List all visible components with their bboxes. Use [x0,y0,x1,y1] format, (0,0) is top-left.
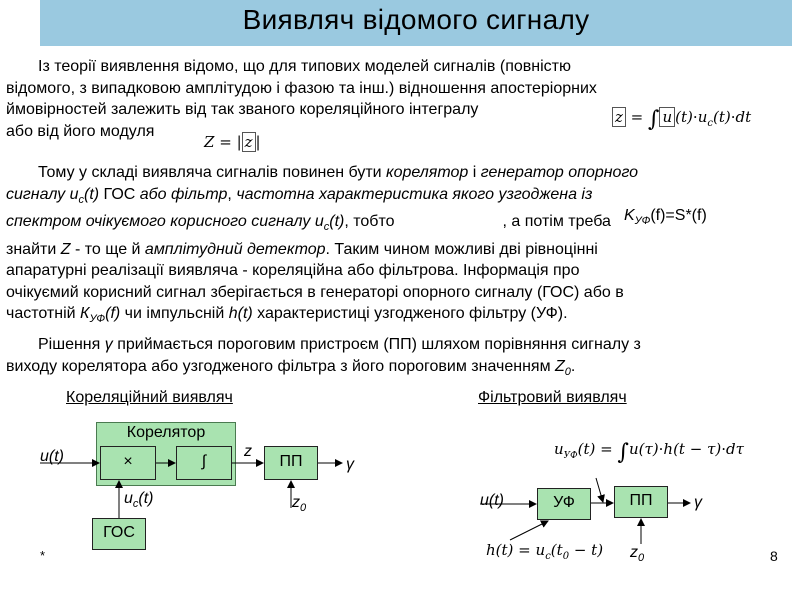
p2-text: , тобто [344,213,395,231]
p2-correlator: корелятор [386,164,469,181]
filter-output-formula: $u_{УФ}(t) = \int u(\tau)\cdot h(t - \tau)\cdot d\tau$ [554,440,744,465]
p2-sub: c [78,193,84,206]
thr-sub: 0 [300,502,307,515]
p2-sub: c [323,221,330,234]
integrator-label: ∫ [201,453,207,470]
p2-text: характеристиці узгодженого фільтру (УФ). [252,305,568,323]
filter-detector-heading: Фільтровий виявляч [478,389,627,406]
p2-signal-t: (t) [329,213,345,231]
ref-sub: c [132,498,139,511]
p2-signal: сигналу u [6,185,79,203]
correlation-integral-formula: z = ∫ u $(t)\cdot u_c(t)\cdot dt$ [612,107,751,132]
correlation-detector-heading: Кореляційний виявляч [66,389,233,406]
matched-filter-label: УФ [553,494,575,511]
p3-text: . [570,357,576,375]
p2-text: чи імпульсній [120,305,229,323]
p2-freq-char: частотна характеристика якого узгоджена із [236,185,593,203]
p2-text: Тому у складі виявляча сигналів повинен бути [38,164,387,181]
p2-signal-t: (t) [84,185,100,203]
corr-gamma-label: γ [346,456,354,473]
p2-line6: очікуємий корисний сигнал зберігається в генераторі опорного сигналу (ГОС) або в [6,283,624,301]
corr-output-label: z [244,443,252,460]
p2-text: і [468,164,481,181]
kuf-sub: УФ [634,215,651,228]
fthr-sub: 0 [638,552,645,565]
impulse-response-formula: $h(t) = u_c(t_0 - t)$ [486,541,604,562]
p2-generator: генератор опорного [480,164,639,181]
p2-text: , а потім треба [502,213,611,231]
p2-z: Z [60,240,71,258]
ref-u: u [124,490,133,507]
kuf-rhs: (f)=S*(f) [650,207,707,224]
p2-text: , [227,185,237,203]
p2-f: (f) [105,305,121,323]
filter-input-label: u(t) [480,492,504,509]
p2-ht: h(t) [228,305,253,323]
p3-gamma: γ [104,336,113,353]
formula-pointer [596,478,603,502]
kuf-k: K [624,207,635,224]
impulse-response-pointer [510,521,548,540]
page-number: 8 [770,548,778,564]
p1-line2: відомого, з випадковою амплітудою і фазою та інш.) відношення апостеріорних [6,79,597,97]
filter-threshold-device-label: ПП [629,492,653,509]
footer-asterisk: * [40,548,46,563]
page-title: Виявляч відомого сигналу [242,4,590,35]
thr-z: z [292,494,300,511]
p2-amp-detector: амплітудний детектор [144,240,326,258]
p2-or-filter: або фільтр [139,185,228,203]
p2-line5: апаратурні реалізації виявляча - кореляційна або фільтрова. Інформація про [6,262,580,280]
p3-text: Рішення [38,336,105,353]
p1-line3: ймовірностей залежить від так званого кореляційного інтегралу [6,101,479,118]
corr-input-label: u(t) [40,448,64,465]
threshold-device-label: ПП [279,453,303,470]
p2-sub: УФ [89,313,106,326]
multiplier-label: × [123,453,133,470]
ref-t: (t) [138,490,154,507]
p2-k: К [80,305,90,323]
p1-line4: або від його модуля [6,122,155,140]
p2-text: частотній [6,305,81,323]
p3-text: виходу корелятора або узгодженого фільтра з його пороговим значенням [6,357,556,375]
p2-text: . Таким чином можливі дві рівноцінні [325,240,598,258]
p3-sub: 0 [564,365,571,378]
filter-gamma-label: γ [694,494,702,511]
p2-spectrum: спектром очікуємого корисного сигналу u [6,213,324,231]
p3-z: Z [555,357,565,375]
p2-text: - то ще й [70,240,145,258]
modulus-formula: Z = | z | [204,133,261,151]
p3-text: приймається пороговим пристроєм (ПП) шляхом порівняння сигналу з [112,336,641,353]
correlator-label: Корелятор [126,424,206,441]
p1-line1: Із теорії виявлення відомо, що для типових моделей сигналів (повністю [38,58,571,75]
p2-text: знайти [6,240,61,258]
reference-generator-label: ГОС [103,524,135,541]
fthr-z: z [630,544,638,561]
p2-text: ГОС [99,185,140,203]
